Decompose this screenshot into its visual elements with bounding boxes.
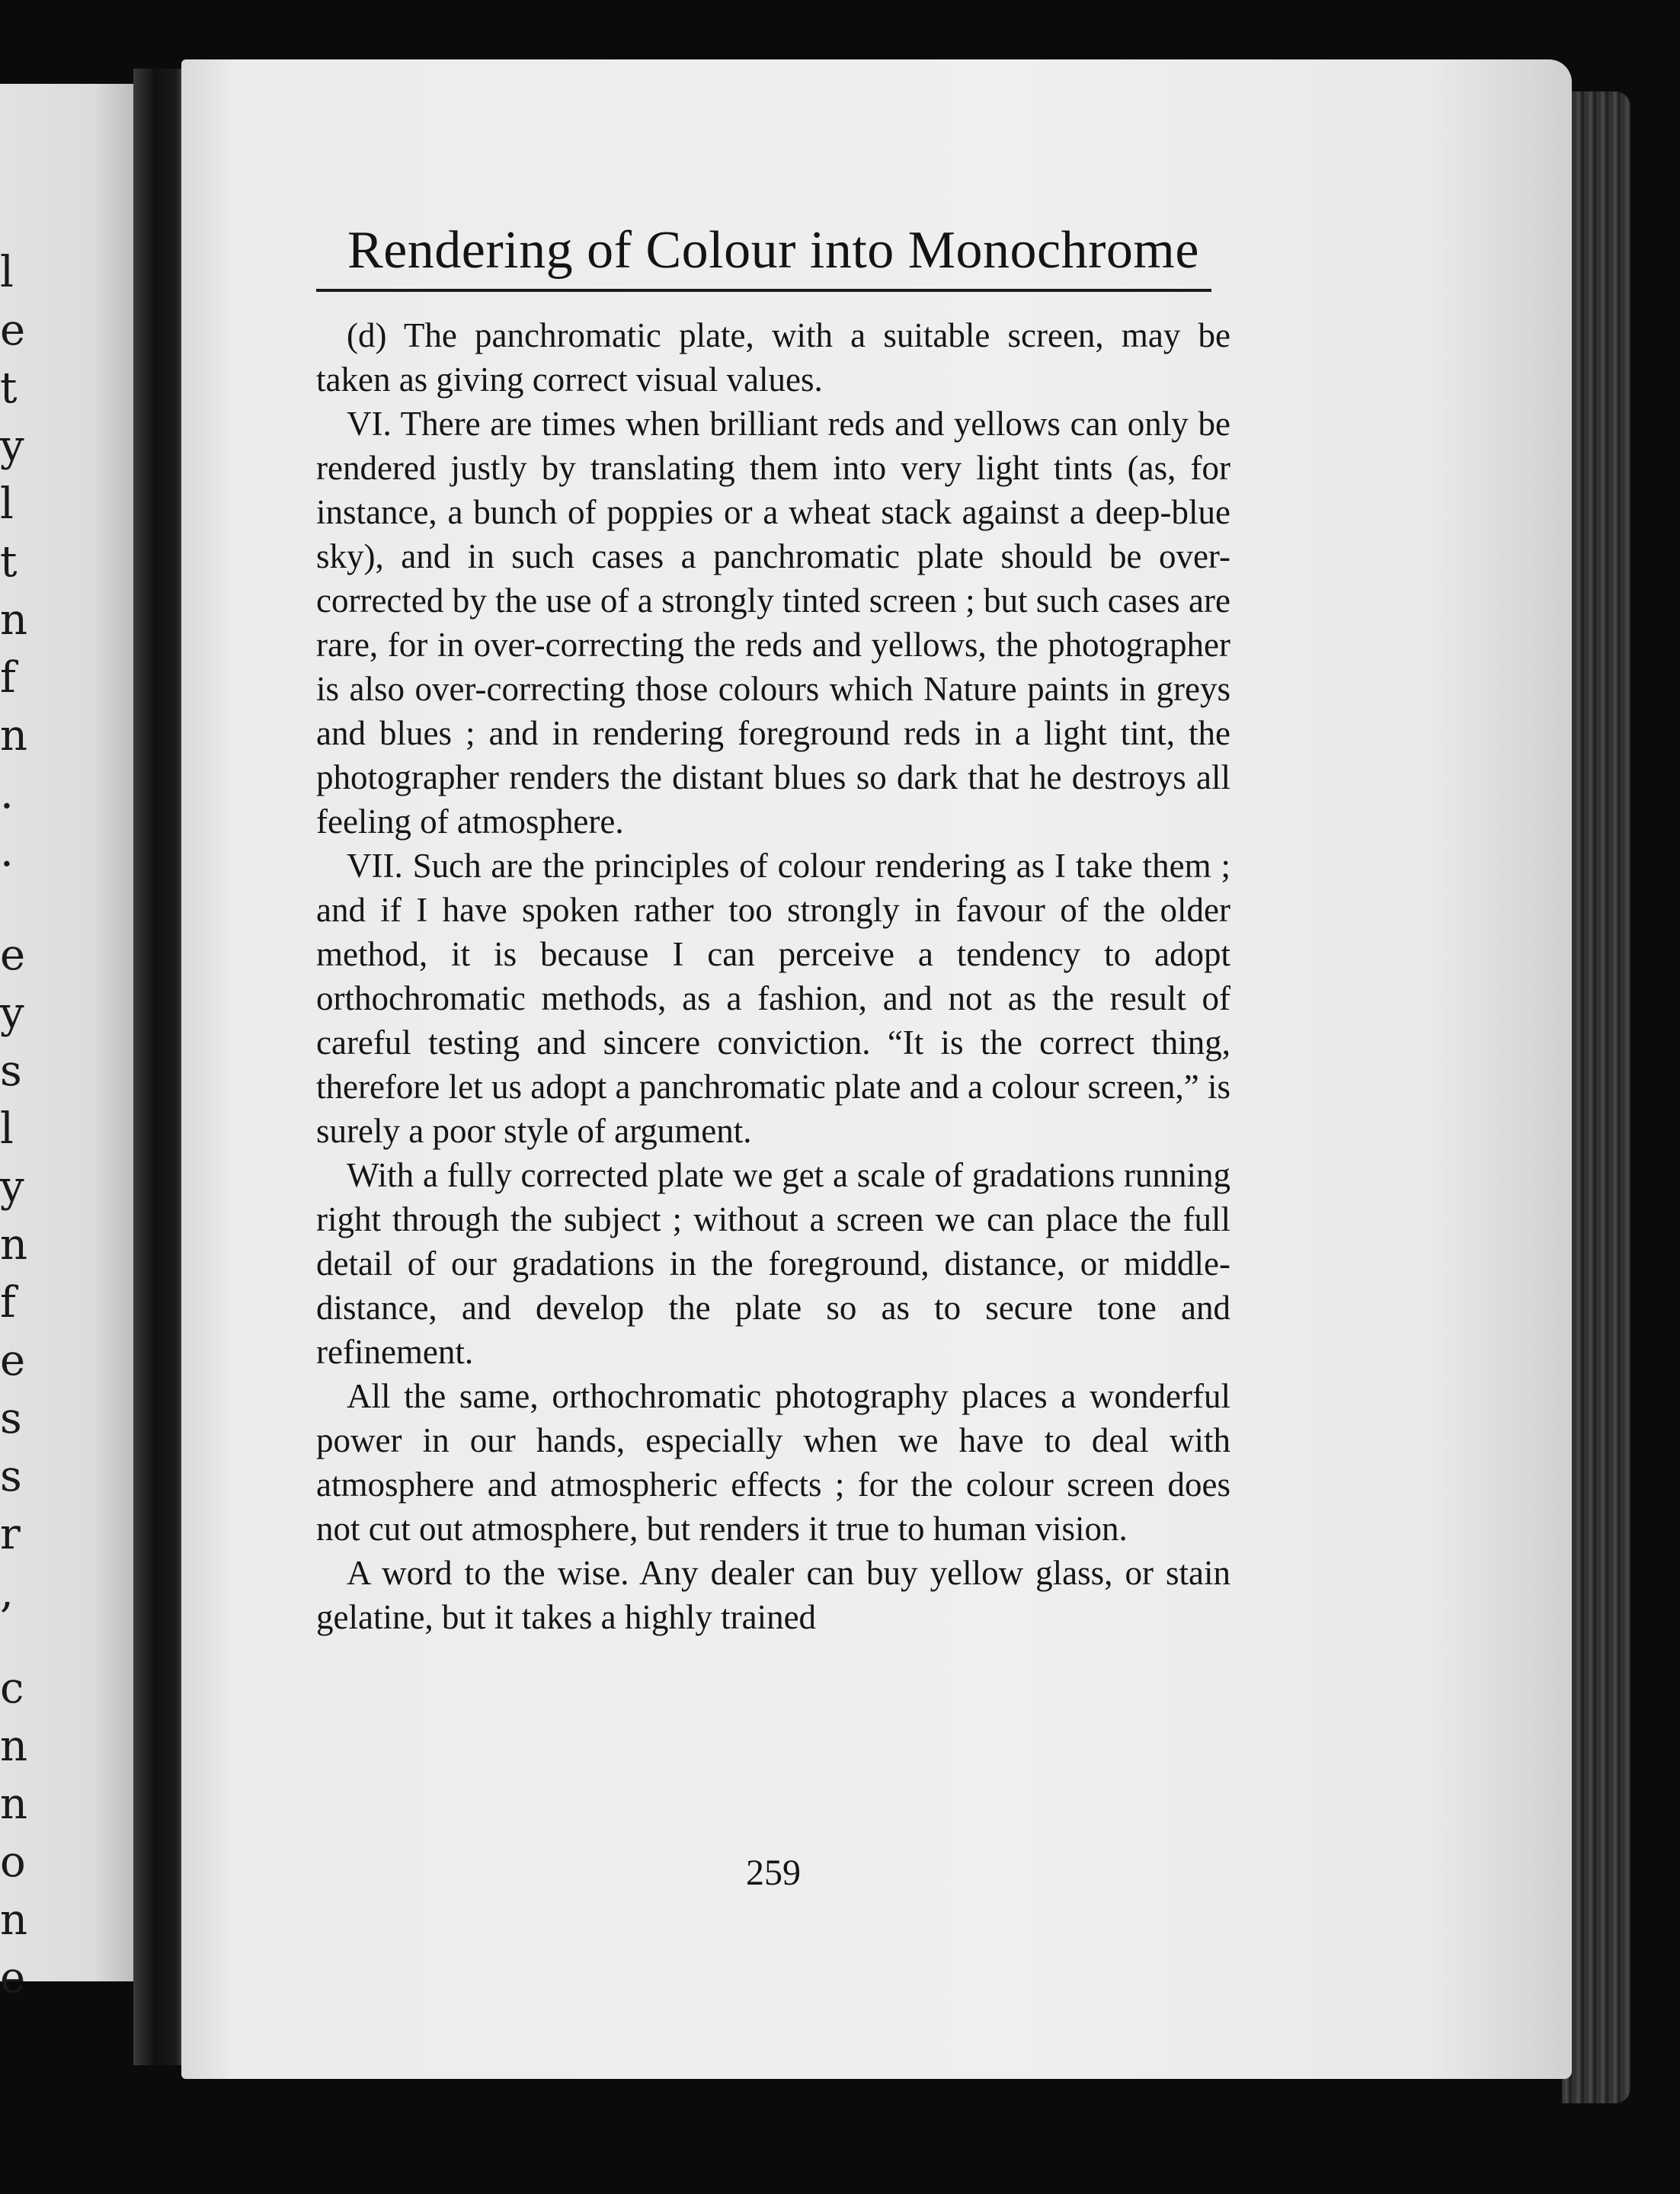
left-page-edge-char: t	[0, 364, 18, 413]
paragraph-corrected-plate: With a fully corrected plate we get a scale of gradations running right through the subject ; without a screen we can place the full detail of our gradations in the foreground, distance, or middle-distance, and develop the plate so as to secure tone and refinement.	[316, 1156, 1230, 1371]
left-page-edge-char: l	[0, 248, 14, 297]
paragraph-word-to-wise: A word to the wise. Any dealer can buy yellow glass, or stain gelatine, but it takes a highly trained	[316, 1554, 1230, 1636]
left-page-edge-char: l	[0, 1104, 14, 1154]
header-rule	[316, 289, 1211, 292]
left-page-edge-char: .	[0, 769, 14, 818]
paragraph-orthochromatic: All the same, orthochromatic photography places a wonderful power in our hands, especially when we have to deal with atmosphere and atmospheric effects ; for the colour screen does not cut out atmosphere, but renders it true to human vision.	[316, 1377, 1230, 1548]
left-page-edge-char: n	[0, 1779, 28, 1829]
paragraph-d: (d) The panchromatic plate, with a suitable screen, may be taken as giving correct visual values.	[316, 316, 1230, 399]
left-page-edge-char: f	[0, 1278, 16, 1328]
paragraph-vi: VI. There are times when brilliant reds and yellows can only be rendered justly by translating them into very light tints (as, for instance, a bunch of poppies or a wheat stack against a deep-blue sky), and in such cases a panchromatic plate should be over-corrected by the use of a strongly tinted screen ; but such cases are rare, for in over-correcting the reds and yellows, the photographer is also over-correcting those colours which Nature paints in greys and blues ; and in rendering foreground reds in a light tint, the photographer renders the distant blues so dark that he destroys all feeling of atmosphere.	[316, 405, 1230, 841]
page-content	[316, 221, 1230, 1639]
left-page-edge-char: l	[0, 479, 14, 529]
left-page-edge-char: e	[0, 306, 26, 355]
left-page-edge-char: y	[0, 421, 24, 471]
left-page-edge-char: s	[0, 1394, 22, 1443]
adjacent-left-page	[0, 84, 133, 2003]
book-gutter	[133, 69, 187, 2065]
left-page-edge-char: n	[0, 1220, 28, 1270]
running-head: Rendering of Colour into Monochrome	[347, 221, 1199, 280]
left-page-edge-char: t	[0, 537, 18, 587]
left-page-edge-char: c	[0, 1664, 24, 1713]
left-page-edge-char: s	[0, 1452, 22, 1501]
left-page-edge-char: y	[0, 988, 24, 1038]
left-page-edge-char: .	[0, 827, 14, 876]
left-page-edge-char: n	[0, 711, 28, 761]
left-page-edge-char: e	[0, 1336, 26, 1385]
left-page-edge-char: ,	[0, 1568, 14, 1617]
left-page-edge-char: o	[0, 1837, 26, 1887]
left-page-edge-char: n	[0, 1722, 28, 1771]
left-page-edge-char: e	[0, 1953, 26, 2003]
paragraph-vii: VII. Such are the principles of colour rendering as I take them ; and if I have spoken rather too strongly in favour of the older method, it is because I can perceive a tendency to adopt orthochromatic methods, as a fashion, and not as the result of careful testing and sincere conviction. “It is the correct thing, therefore let us adopt a panchromatic plate and a colour screen,” is surely a poor style of argument.	[316, 847, 1230, 1150]
page-number: 259	[746, 1853, 801, 1893]
left-page-edge-char: r	[0, 1510, 21, 1559]
left-page-edge-char: y	[0, 1162, 24, 1212]
left-page-edge-char: f	[0, 653, 16, 703]
page-edges	[1562, 91, 1630, 2103]
left-page-edge-char: n	[0, 1895, 28, 1945]
left-page-edge-char: e	[0, 930, 26, 980]
left-page-edge-char: n	[0, 595, 28, 645]
left-page-edge-char: s	[0, 1046, 22, 1096]
